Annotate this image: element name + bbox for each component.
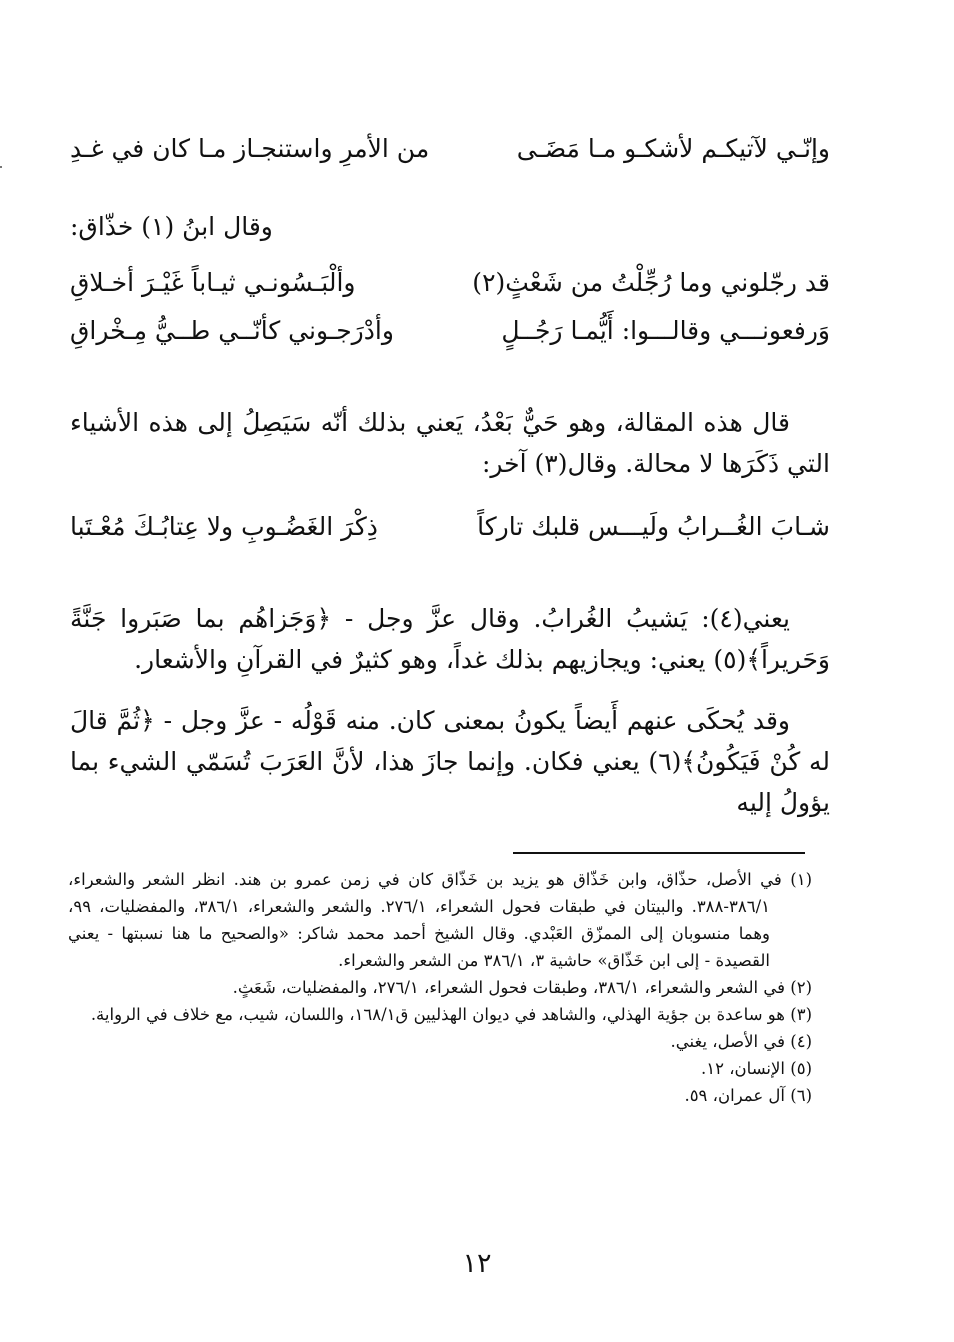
footnote-6: (٦) آل عمران، ٥٩. <box>684 1086 812 1105</box>
verse-2-second-hemistich: وألْبَـسُونـي ثيـاباً غَيْـرَ أخـلاقِ <box>70 268 356 297</box>
paragraph-1: قال هذه المقالة، وهو حَيٌّ بَعْدُ، يَعني بذلك أنّه سَيَصِلُ إلى هذه الأشياء التي ذَكَرَها لا محالة. وقال(٣) آخر: <box>70 408 830 478</box>
intro-line-text: وقال ابنُ (١) خذّاق: <box>70 212 273 241</box>
verse-4-first-hemistich: شـابَ الغُــرابُ ولَيـــس قلبك تاركاً <box>477 512 830 541</box>
footnotes <box>68 866 812 1109</box>
footnote-2: (٢) في الشعر والشعراء، ٣٨٦/١، وطبقات فحول الشعراء، ٢٧٦/١، والمفضليات، شَعَثٍ. <box>232 978 812 997</box>
verse-2-first-hemistich: قد رجّلوني وما رُجِّلْتُ من شَعْثٍ(٢) <box>472 268 830 297</box>
paragraph-3: وقد يُحكَى عنهم أَيضاً يكونُ بمعنى كان. منه قَوْلُه - عزَّ وجل - ﴿ثُمَّ قالَ له كُنْ فَيَكُونُ﴾(٦) يعني فكان. وإنما جازَ هذا، لأنَّ العَرَبَ تُسَمّي الشيء بما يؤولُ إليه <box>70 706 831 817</box>
verse-4-second-hemistich: ذِكْرَ الغَضُـوبِ ولا عِتابُـكَ مُعْـتَبا <box>70 512 378 541</box>
footnote-separator <box>513 852 805 854</box>
verse-1-first-hemistich: وإنّـي لآتيكـم لأشكـو مـا مَضَـى <box>516 134 830 163</box>
verse-line-4 <box>70 512 830 562</box>
verse-line-1 <box>70 134 830 184</box>
footnote-5: (٥) الإنسان، ١٢. <box>701 1059 812 1078</box>
verse-3-second-hemistich: وأدْرَجـوني كأنّــي طــيُّ مِـخْراقِ <box>70 316 394 345</box>
footnote-4: (٤) في الأصل، يغني. <box>670 1032 812 1051</box>
footnote-3: (٣) هو ساعدة بن جؤية الهذلي، والشاهد في ديوان الهذليين ق١٦٨/١، واللسان، شيب، مع خلاف في الرواية. <box>90 1005 812 1024</box>
scan-speck <box>0 166 2 168</box>
verse-3-first-hemistich: وَرفعونـــي وقالـــوا: أَيُّمـا رَجُــلٍ <box>501 316 830 345</box>
verse-line-3 <box>70 316 830 366</box>
paragraph-2: يعني(٤): يَشيبُ الغُرابُ. وقال عزَّ وجل - ﴿وَجَزاهُم بما صَبَروا جَنَّةً وَحَريراً﴾(٥) يعني: ويجازيهم بذلك غداً، وهو كثيرٌ في القرآنِ والأشعار. <box>70 604 830 674</box>
page-number: ١٢ <box>462 1248 492 1279</box>
footnote-1: (١) في الأصل، حذّاق، وابن خَذّاق هو يزيد بن خَذّاق كان في زمن عمرو بن هند. انظر الشعر والشعراء، ٣٨٦/١-٣٨٨. والبيتان في طبقات فحول الشعراء، ٢٧٦/١. والشعر والشعراء، ٣٨٦/١، والمفضليات، ٩٩، وهما منسوبان إلى الممزّق العَبْدي. وقال الشيخ أحمد محمد شاكر: «والصحيح ما هنا نسبتها - يعني القصيدة - إلى ابن خَذّاق» حاشية ٣، ٣٨٦/١ من الشعر والشعراء. <box>68 870 812 970</box>
verse-line-2 <box>70 268 830 318</box>
verse-1-second-hemistich: من الأمرِ واستنجـاز مـا كان في غـدِ <box>70 134 430 163</box>
intro-line <box>70 206 830 247</box>
